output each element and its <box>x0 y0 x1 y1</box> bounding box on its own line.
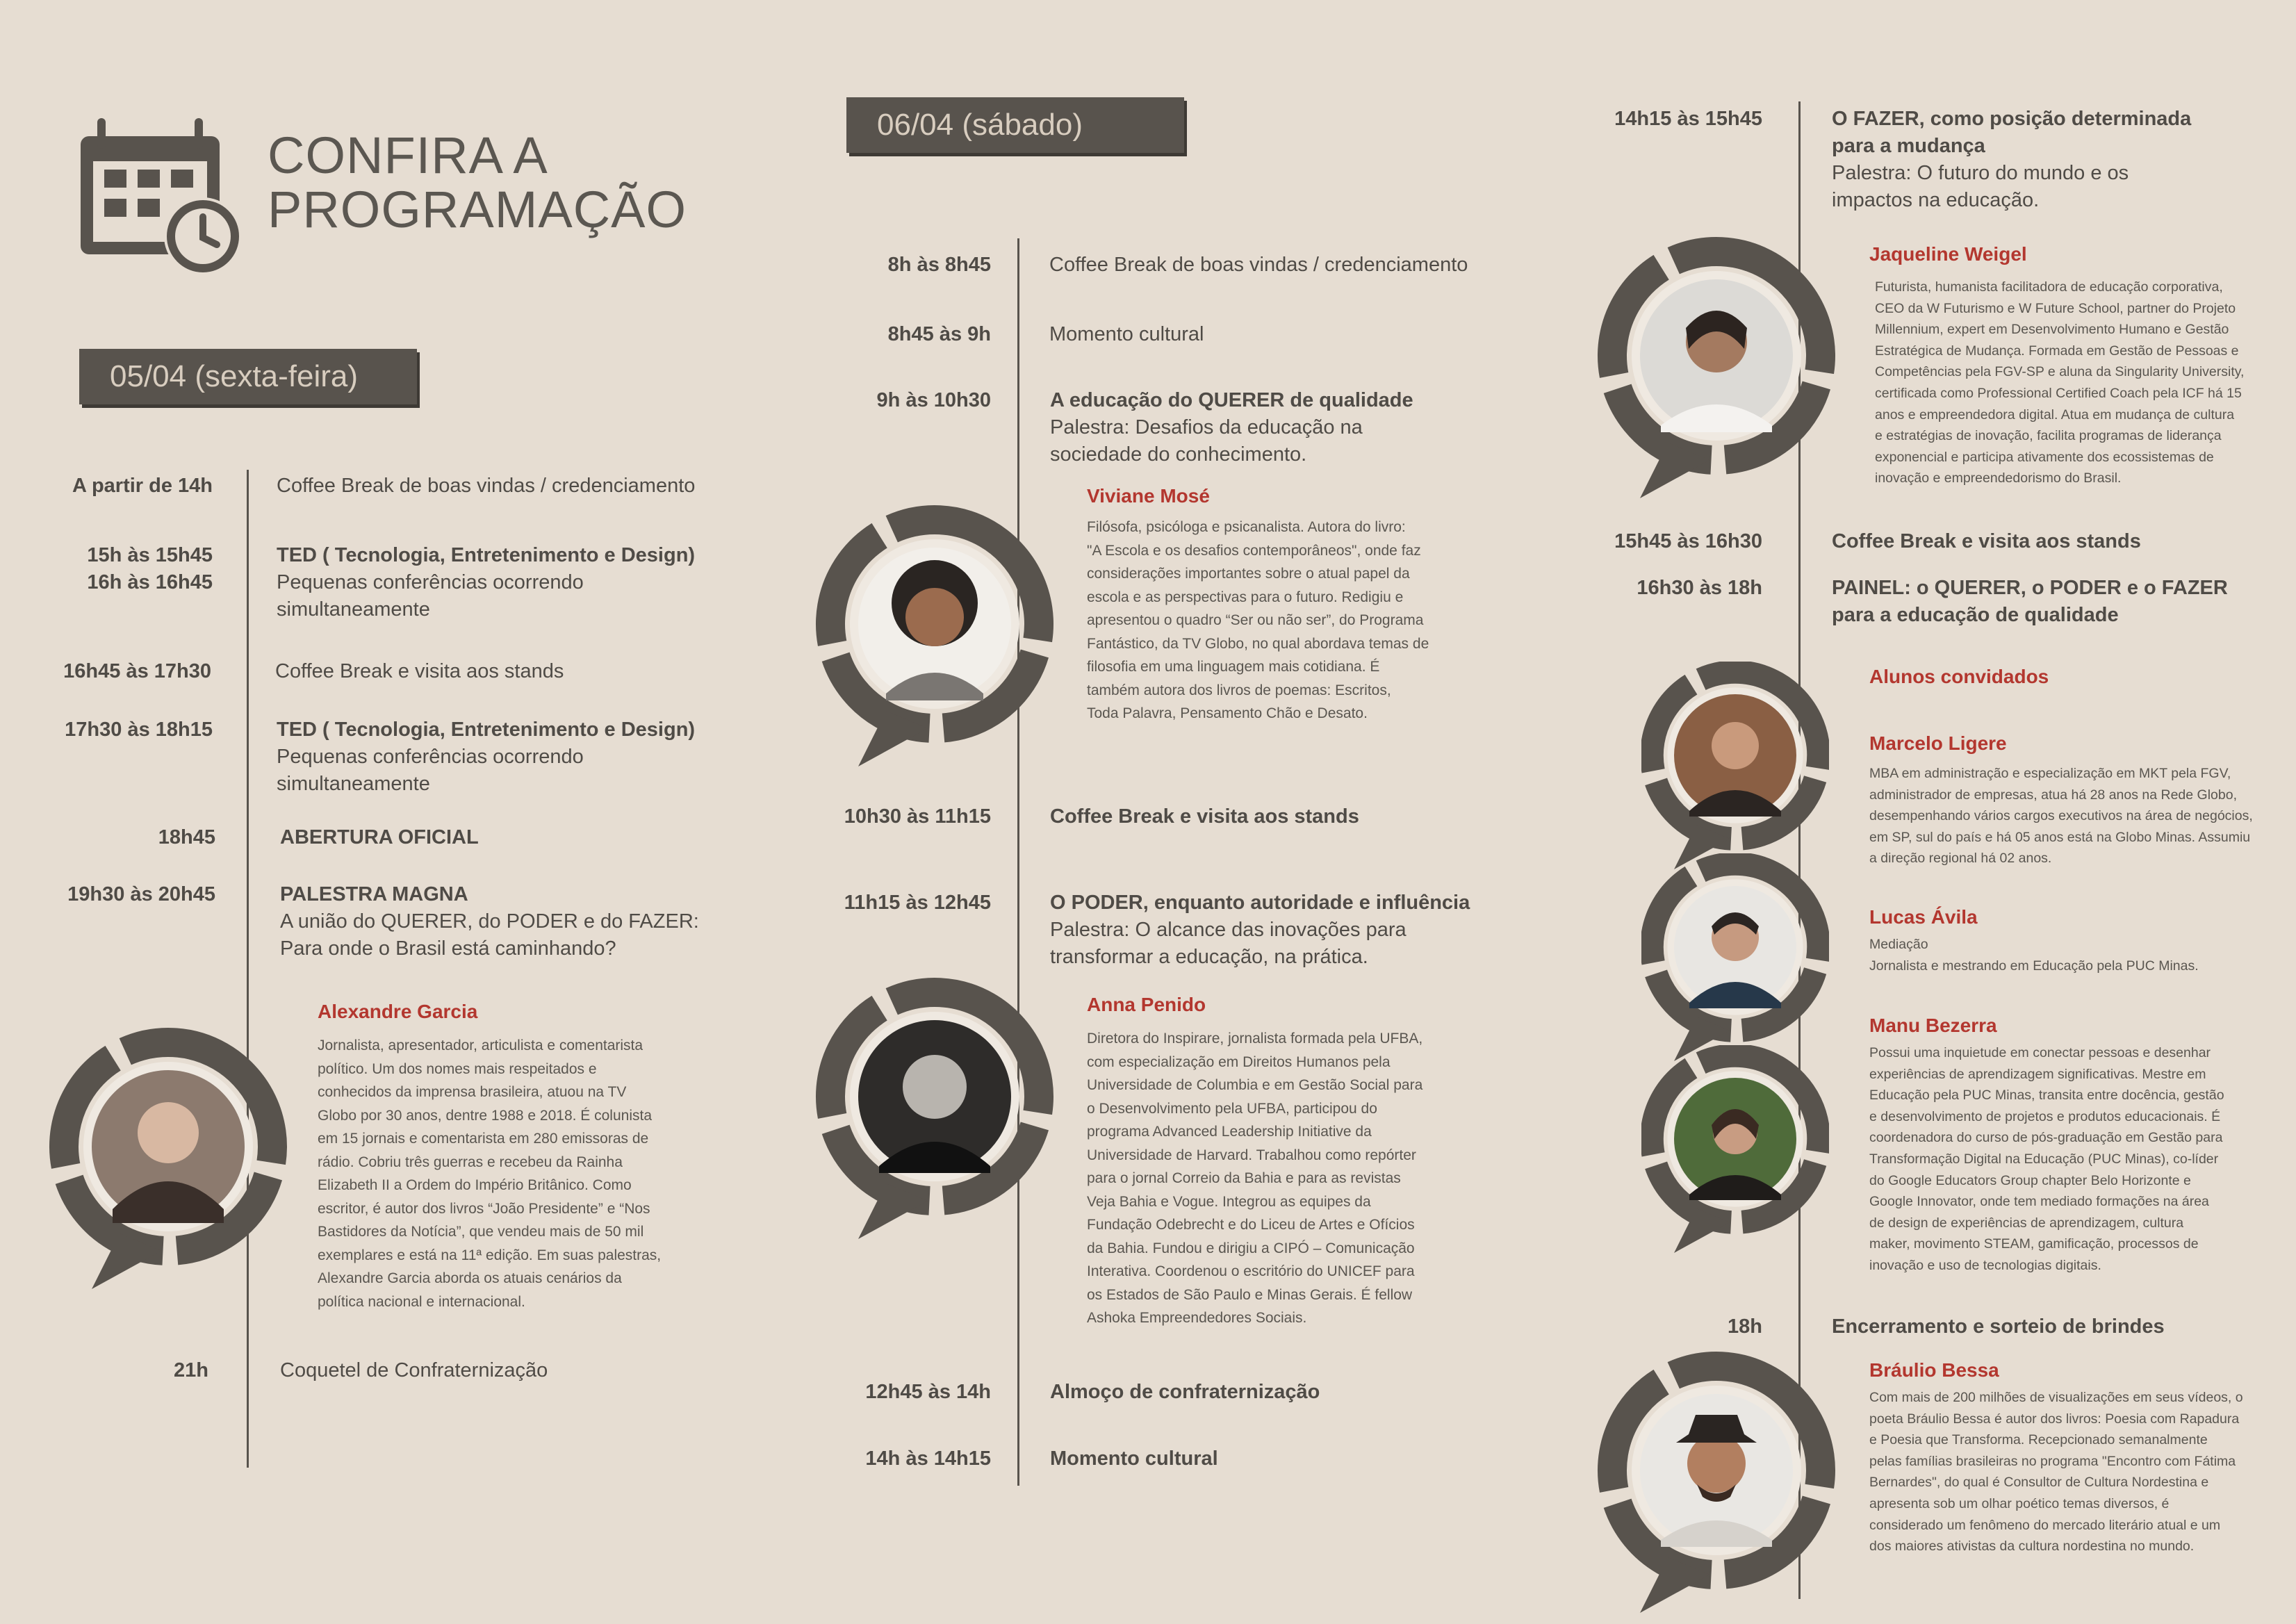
day2-event7-time: 14h às 14h15 <box>865 1447 991 1470</box>
day1-event1 <box>277 473 695 500</box>
day1-event6 <box>280 881 699 962</box>
title-line-2: PROGRAMAÇÃO <box>268 181 687 238</box>
bio-line: Ashoka Empreendedores Sociais. <box>1087 1310 1307 1326</box>
day2-timeline <box>1017 238 1019 1486</box>
day1-event3-time: 16h45 às 17h30 <box>63 660 211 682</box>
bio-line: considerações importantes sobre o atual papel da <box>1087 566 1410 582</box>
event-text: Coquetel de Confraternização <box>280 1359 548 1381</box>
bio-line: considerado um fenômeno do mercado literário atual e um <box>1869 1517 2221 1533</box>
bio-line: pelas famílias brasileiras no programa "Encontro com Fátima <box>1869 1453 2236 1469</box>
speaker-badge-lucas <box>1641 853 1829 1062</box>
time-line: 16h às 16h45 <box>87 571 213 593</box>
bio-line: rádio. Cobriu três guerras e recebeu da Rainha <box>318 1154 623 1170</box>
event-title: A educação do QUERER de qualidade <box>1050 389 1413 411</box>
speaker-name-marcelo: Marcelo Ligere <box>1869 732 2007 754</box>
bio-line: experiências de aprendizagem significativas. Mestre em <box>1869 1066 2206 1082</box>
bio-line: Competências pela FGV-SP e aluna da Singularity University, <box>1875 364 2245 380</box>
bio-line: Bastidores da Notícia”, que vendeu mais de 50 mil <box>318 1224 644 1240</box>
event-text: A união do QUERER, do PODER e do FAZER: <box>280 910 699 933</box>
bio-line: Google Innovator, onde tem mediado formações na área <box>1869 1194 2209 1210</box>
bio-line: política nacional e internacional. <box>318 1293 525 1310</box>
bio-line: em 15 jornais e comentarista em 280 emissoras de <box>318 1131 649 1147</box>
event-title: O PODER, enquanto autoridade e influência <box>1050 892 1470 914</box>
event-text: simultaneamente <box>277 773 430 795</box>
bio-line: poeta Bráulio Bessa é autor dos livros: Poesia com Rapadura <box>1869 1411 2240 1427</box>
bio-line: Diretora do Inspirare, jornalista formada pela UFBA, <box>1087 1031 1423 1047</box>
speaker-bio-braulio <box>1869 1387 2243 1557</box>
calendar-clock-icon <box>78 118 245 278</box>
bio-line: Universidade de Harvard. Trabalhou como repórter <box>1087 1147 1416 1163</box>
bio-line: coordenadora do curso de pós-graduação em Gestão para <box>1869 1130 2223 1146</box>
bio-line: a direção regional há 02 anos. <box>1869 851 2052 867</box>
bio-line: Futurista, humanista facilitadora de educação corporativa, <box>1875 279 2223 295</box>
bio-line: e Poesia que Transforma. Recepcionado semanalmente <box>1869 1432 2208 1448</box>
speaker-name-braulio: Bráulio Bessa <box>1869 1359 1999 1381</box>
event-text: Coffee Break de boas vindas / credenciamento <box>1049 254 1468 276</box>
day2b-event3 <box>1832 575 2228 629</box>
bio-line: inovação e uso de tecnologias digitais. <box>1869 1257 2101 1273</box>
bio-line: político. Um dos nomes mais respeitados e <box>318 1060 597 1077</box>
day2-event1-time: 8h às 8h45 <box>887 254 991 276</box>
event-title: PALESTRA MAGNA <box>280 883 468 905</box>
event-text: simultaneamente <box>277 598 430 621</box>
bio-line: Fantástico, da TV Globo, no qual abordava temas de <box>1087 635 1429 652</box>
bio-line: exponencial e participa ativamente dos ecossistemas de <box>1875 449 2214 465</box>
bio-line: administrador de empresas, atua há 28 anos na Rede Globo, <box>1869 787 2237 803</box>
day2-event3-time: 9h às 10h30 <box>876 389 991 411</box>
event-text: sociedade do conhecimento. <box>1050 443 1307 466</box>
day2-event7: Momento cultural <box>1050 1447 1218 1470</box>
event-title: PAINEL: o QUERER, o PODER e o FAZER <box>1832 577 2228 599</box>
bio-line: e desenvolvimento de projetos e produtos educacionais. É <box>1869 1108 2221 1124</box>
speaker-badge-braulio <box>1591 1345 1842 1623</box>
page-title <box>268 126 754 238</box>
day1-event3 <box>275 658 564 685</box>
event-text: Coffee Break e visita aos stands <box>275 660 564 682</box>
day1-event7 <box>280 1357 548 1384</box>
bio-line: também autora dos livros de poemas: Escritos, <box>1087 682 1391 698</box>
day2-event2 <box>1049 321 1204 348</box>
day2-event6: Almoço de confraternização <box>1050 1381 1320 1403</box>
title-line-1: CONFIRA A <box>268 126 548 184</box>
event-text: Palestra: O futuro do mundo e os <box>1832 162 2129 184</box>
event-text: Coffee Break de boas vindas / credenciamento <box>277 475 696 497</box>
event-title: para a mudança <box>1832 135 1985 157</box>
bio-line: Educação pela PUC Minas, transita entre docência, gestão <box>1869 1088 2224 1104</box>
day1-timeline <box>247 470 249 1468</box>
bio-line: conhecidos da imprensa brasileira, atuou na TV <box>318 1084 627 1100</box>
day2b-event2: Coffee Break e visita aos stands <box>1832 530 2141 552</box>
day1-event7-time: 21h <box>174 1359 208 1381</box>
event-text: Pequenas conferências ocorrendo <box>277 571 584 593</box>
day2b-event1 <box>1832 106 2191 214</box>
speaker-badge-viviane <box>810 499 1060 777</box>
speaker-name-alexandre: Alexandre Garcia <box>318 1001 478 1022</box>
speaker-badge-jaqueline <box>1591 231 1842 509</box>
bio-line: da Bahia. Fundou e dirigiu a CIPÓ – Comunicação <box>1087 1240 1415 1256</box>
day1-event5: ABERTURA OFICIAL <box>280 826 479 848</box>
day1-label: 05/04 (sexta-feira) <box>79 349 417 404</box>
speaker-bio-manu <box>1869 1042 2224 1277</box>
speaker-name-manu: Manu Bezerra <box>1869 1015 1997 1036</box>
event-text: Momento cultural <box>1049 323 1204 345</box>
event-text: Para onde o Brasil está caminhando? <box>280 937 616 960</box>
event-text: impactos na educação. <box>1832 189 2040 211</box>
day1-event6-time: 19h30 às 20h45 <box>67 883 215 905</box>
bio-line: Transformação Digital na Educação (PUC Minas), co-líder <box>1869 1151 2219 1167</box>
event-text: Palestra: Desafios da educação na <box>1050 416 1363 438</box>
day2-label: 06/04 (sábado) <box>846 97 1184 153</box>
day1-event2 <box>277 542 695 623</box>
speaker-bio-anna <box>1087 1027 1422 1330</box>
day2-event5-time: 11h15 às 12h45 <box>844 892 991 914</box>
day2-event3 <box>1050 387 1413 468</box>
bio-line: escola e as perspectivas para o futuro. Redigiu e <box>1087 589 1404 605</box>
bio-line: e estratégias de inovação, facilita programas de liderança <box>1875 428 2222 444</box>
bio-line: Universidade de Columbia e em Gestão Social para <box>1087 1077 1423 1093</box>
event-text: transformar a educação, na prática. <box>1050 946 1368 968</box>
speaker-bio-viviane <box>1087 516 1429 725</box>
bio-line: Elizabeth II a Ordem do Império Britânico. Como <box>318 1177 632 1193</box>
bio-line: Toda Palavra, Pensamento Chão e Desato. <box>1087 705 1368 721</box>
day2-event4-time: 10h30 às 11h15 <box>844 805 991 828</box>
speaker-name-anna: Anna Penido <box>1087 994 1206 1015</box>
bio-line: anos e empreendedora digital. Atua em mudança de cultura <box>1875 407 2235 423</box>
bio-line: CEO da W Futurismo e W Future School, partner do Projeto <box>1875 300 2236 316</box>
speaker-bio-marcelo <box>1869 763 2253 869</box>
bio-line: "A Escola e os desafios contemporâneos", onde faz <box>1087 542 1421 559</box>
bio-line: apresentou o quadro “Ser ou não ser”, do Programa <box>1087 612 1424 628</box>
speaker-bio-lucas <box>1869 934 2199 976</box>
bio-line: de design de experiências de aprendizagem, cultura <box>1869 1215 2184 1231</box>
bio-line: dos maiores ativistas da cultura nordestina no mundo. <box>1869 1539 2195 1555</box>
bio-line: Bernardes", do qual é Consultor de Cultura Nordestina e <box>1869 1475 2209 1491</box>
bio-line: o Desenvolvimento pela UFBA, participou do <box>1087 1100 1377 1117</box>
event-text: Pequenas conferências ocorrendo <box>277 746 584 768</box>
event-text: Palestra: O alcance das inovações para <box>1050 919 1407 941</box>
bio-line: apresenta sob um olhar poético temas diversos, é <box>1869 1495 2170 1511</box>
bio-line: do Google Educators Group chapter Belo Horizonte e <box>1869 1172 2191 1188</box>
bio-line: filosofia em uma linguagem mais cotidiana. É <box>1087 659 1380 675</box>
bio-line: Possui uma inquietude em conectar pessoas e desenhar <box>1869 1045 2211 1060</box>
bio-line: certificada como Professional Certified Coach pela ICF há 15 <box>1875 385 2242 401</box>
bio-line: desempenhando vários cargos executivos na área de negócios, <box>1869 808 2253 824</box>
time-line: 15h às 15h45 <box>87 544 213 566</box>
bio-line: exemplares e está na 11ª edição. Em suas palestras, <box>318 1247 662 1263</box>
bio-line: com especialização em Direitos Humanos pela <box>1087 1053 1391 1070</box>
bio-line: escritor, é autor dos livros “João Presidente” e “Nos <box>318 1200 650 1217</box>
bio-line: maker, movimento STEAM, gamificação, processos de <box>1869 1236 2199 1252</box>
bio-line: em SP, sul do país e há 05 anos está na Globo Minas. Assumiu <box>1869 829 2251 845</box>
speaker-name-jaqueline: Jaqueline Weigel <box>1869 243 2027 265</box>
speaker-bio-alexandre <box>318 1034 661 1313</box>
bio-line: Com mais de 200 milhões de visualizações em seus vídeos, o <box>1869 1390 2243 1405</box>
event-title: para a educação de qualidade <box>1832 604 2119 626</box>
bio-line: programa Advanced Leadership Initiative da <box>1087 1124 1372 1140</box>
speaker-badge-anna <box>810 971 1060 1249</box>
bio-line: Filósofa, psicóloga e psicanalista. Autora do livro: <box>1087 519 1406 535</box>
bio-line: inovação e empreendedorismo do Brasil. <box>1875 470 2122 486</box>
day2b-event1-time: 14h15 às 15h45 <box>1614 108 1762 130</box>
speaker-name-lucas: Lucas Ávila <box>1869 906 1978 928</box>
speaker-bio-jaqueline <box>1875 277 2244 489</box>
day2b-event3-time: 16h30 às 18h <box>1637 577 1762 599</box>
guests-label: Alunos convidados <box>1869 666 2049 687</box>
day2b-event2-time: 15h45 às 16h30 <box>1614 530 1762 552</box>
speaker-badge-alexandre <box>43 1022 293 1299</box>
event-title: O FAZER, como posição determinada <box>1832 108 2192 130</box>
day2b-event4-time: 18h <box>1728 1315 1762 1338</box>
bio-line: Veja Bahia e Vogue. Integrou as equipes da <box>1087 1193 1371 1210</box>
bio-line: Jornalista e mestrando em Educação pela PUC Minas. <box>1869 958 2199 974</box>
bio-line: MBA em administração e especialização em MKT pela FGV, <box>1869 766 2231 781</box>
speaker-badge-manu <box>1641 1045 1829 1254</box>
bio-line: Estratégica de Mudança. Formada em Gestão de Pessoas e <box>1875 343 2239 359</box>
day1-event4-time: 17h30 às 18h15 <box>65 719 213 741</box>
day2-event1 <box>1049 252 1468 279</box>
day2b-event4: Encerramento e sorteio de brindes <box>1832 1315 2165 1338</box>
event-title: TED ( Tecnologia, Entretenimento e Design) <box>277 719 696 741</box>
bio-line: Mediação <box>1869 937 1928 952</box>
bio-line: para o jornal Correio da Bahia e para as revistas <box>1087 1170 1401 1186</box>
day2-event6-time: 12h45 às 14h <box>865 1381 991 1403</box>
bio-line: Alexandre Garcia aborda os atuais cenários da <box>318 1270 622 1286</box>
day1-event2-time <box>87 542 213 596</box>
day2-event2-time: 8h45 às 9h <box>887 323 991 345</box>
day1-event1-time: A partir de 14h <box>72 475 213 497</box>
bio-line: Millennium, expert em Desenvolvimento Humano e Gestão <box>1875 322 2229 338</box>
bio-line: Fundação Odebrecht e do Liceu de Artes e Ofícios <box>1087 1217 1415 1233</box>
day1-event4 <box>277 716 695 798</box>
day1-event5-time: 18h45 <box>158 826 215 848</box>
speaker-name-viviane: Viviane Mosé <box>1087 485 1210 507</box>
speaker-badge-marcelo <box>1641 662 1829 870</box>
day2-event5 <box>1050 889 1470 971</box>
bio-line: Interativa. Coordenou o escritório do UNICEF para <box>1087 1263 1415 1279</box>
day2-event4: Coffee Break e visita aos stands <box>1050 805 1359 828</box>
bio-line: Globo por 30 anos, dentre 1988 e 2018. É colunista <box>318 1107 653 1124</box>
bio-line: os Estados de São Paulo e Minas Gerais. É fellow <box>1087 1286 1413 1303</box>
bio-line: Jornalista, apresentador, articulista e comentarista <box>318 1037 643 1053</box>
event-title: TED ( Tecnologia, Entretenimento e Design) <box>277 544 696 566</box>
